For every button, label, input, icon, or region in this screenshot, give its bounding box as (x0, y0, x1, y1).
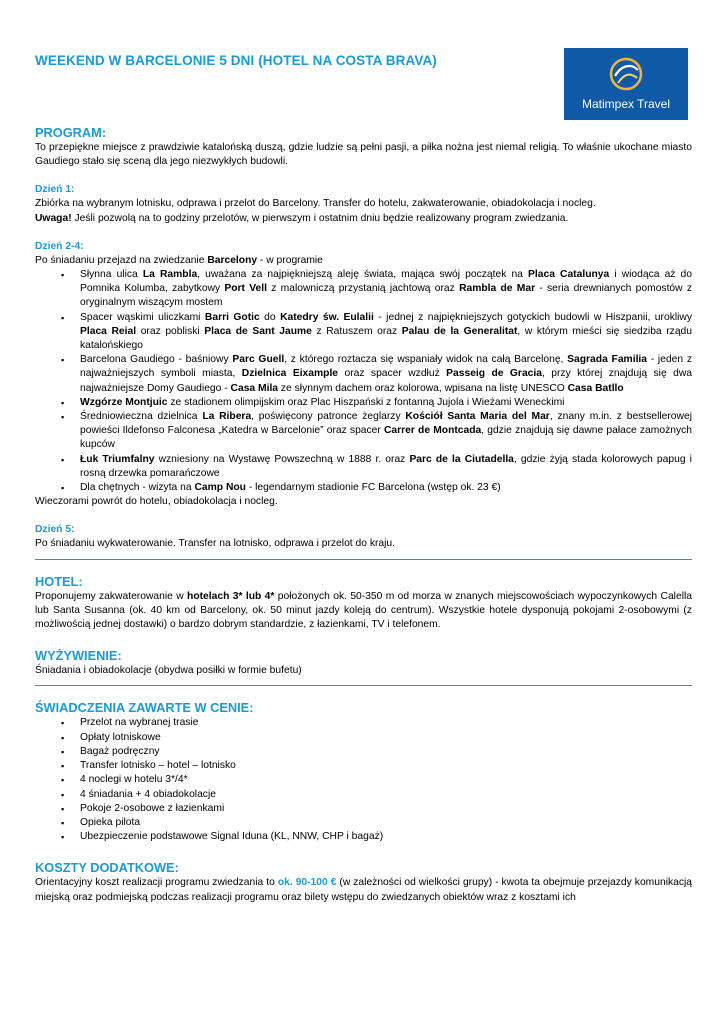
attraction-highlight: Dzielnica Eixample (241, 368, 339, 380)
attraction-text: ze słynnym dachem oraz kolorowa, wpisana na listę UNESCO (278, 382, 568, 394)
attraction-text: oraz spacer wzdłuż (338, 368, 447, 380)
hotel-standard: hotelach 3* lub 4* (187, 590, 275, 602)
extra-costs-text-a: Orientacyjny koszt realizacji programu zwiedzania to (35, 877, 278, 889)
document-title: WEEKEND W BARCELONIE 5 DNI (HOTEL NA COSTA BRAVA) (35, 53, 437, 68)
attraction-highlight: Casa Mila (230, 382, 279, 394)
day1-text: Zbiórka na wybranym lotnisku, odprawa i przelot do Barcelony. Transfer do hotelu, zakwaterowanie, obiadokolacja i nocleg. (35, 198, 596, 210)
attraction-highlight: Katedry św. Eulalii (280, 311, 374, 323)
included-heading: ŚWIADCZENIA ZAWARTE W CENIE: (35, 700, 254, 716)
day24-label: Dzień 2-4: (35, 240, 84, 252)
document-content (35, 125, 692, 905)
attraction-text: Spacer wąskimi uliczkami (80, 311, 205, 323)
logo-emblem-icon (608, 56, 644, 92)
attraction-highlight: Wzgórze Montjuic (80, 396, 168, 408)
program-intro: To przepiękne miejsce z prawdziwie katalońską duszą, gdzie ludzie są pełni pasji, a piłka nożna jest niemal religią. To właśnie ukochane miasto Gaudiego stało się sceną dla jego niezwykłych budowli. (35, 142, 692, 168)
meals-heading: WYŻYWIENIE: (35, 648, 122, 664)
included-item: ▪ Opieka pilota (80, 816, 692, 830)
included-item: ▪ Pokoje 2-osobowe z łazienkami (80, 802, 692, 816)
company-logo (564, 48, 688, 120)
attraction-text: , znany m.in. z bestsellerowej powieści Ildefonso Falconesa „Katedra w Barcelonie” oraz spacer (80, 411, 692, 437)
day24-intro (35, 254, 692, 268)
hotel-text-c: położonych ok. 50-350 m od morza w znanych miejscowościach wypoczynkowych Calella lub Santa Susanna (ok. 40 km od Barcelony, ok. 50 minut jazdy koleją do centrum). Wszystkie hotele dysponują pokojami 2-osobowymi (z możliwością jednej dostawki) o bardzo dobrym standardzie, z łazienkami, TV i telefonem. (35, 590, 692, 631)
attraction-highlight: Parc de la Ciutadella (409, 453, 514, 465)
day24-attractions-list (35, 268, 692, 495)
attraction-item (80, 311, 692, 354)
attraction-text: - seria drewnianych pomostów z oryginalnym wiszącym mostem (80, 283, 692, 309)
attraction-highlight: Parc Guell (232, 354, 285, 366)
day24-intro-text: Po śniadaniu przejazd na zwiedzanie (35, 254, 208, 266)
day24-intro-city: Barcelony (207, 254, 258, 266)
attraction-text: - legendarnym stadionie FC Barcelona (wstęp ok. 23 €) (245, 482, 501, 494)
section-divider (35, 559, 692, 560)
included-item: ▪ Bagaż podręczny (80, 745, 692, 759)
included-item: ▪ Ubezpieczenie podstawowe Signal Iduna (KL, NNW, CHP i bagaż) (80, 830, 692, 844)
extra-costs-text-c: (w zależności od wielkości grupy) - kwota ta obejmuje przejazdy komunikacją miejską oraz podmiejską podczas realizacji programu oraz bilety wstępu do zwiedzanych obiektów wraz z kosztami ich (35, 877, 693, 903)
day1-label: Dzień 1: (35, 184, 75, 196)
hotel-text-a: Proponujemy zakwaterowanie w (35, 590, 188, 602)
attraction-highlight: La Ribera (202, 411, 252, 423)
attraction-highlight: Placa Catalunya (528, 269, 610, 281)
attraction-text: ze stadionem olimpijskim oraz Plac Hiszpański z fontanną Jujola i Wieżami Weneckimi (167, 396, 565, 408)
attraction-text: , w którym mieści się siedziba rządu katalońskiego (80, 325, 693, 352)
extra-costs-price: ok. 90-100 € (277, 877, 337, 889)
attraction-text: , uważana za najpiękniejszą aleję świata, mająca swój początek na (197, 269, 529, 281)
attraction-text: , przy której znajdują się dwa najważniejsze Domy Gaudiego - (80, 368, 692, 394)
attraction-highlight: Camp Nou (194, 482, 246, 494)
day5-label: Dzień 5: (35, 524, 75, 536)
attraction-highlight: Placa de Sant Jaume (204, 325, 312, 337)
day1-note-warning: Uwaga! (35, 212, 72, 224)
program-heading: PROGRAM: (35, 125, 107, 140)
attraction-highlight: Palau de la Generalitat (401, 325, 518, 337)
included-services-list (35, 716, 692, 844)
attraction-highlight: Carrer de Montcada (383, 425, 482, 437)
attraction-text: Słynna ulica (80, 269, 143, 281)
attraction-text: oraz pobliski (136, 325, 205, 337)
attraction-highlight: La Rambla (142, 269, 198, 281)
attraction-text: Średniowieczna dzielnica (80, 411, 203, 423)
day24-outro: Wieczorami powrót do hotelu, obiadokolacja i nocleg. (35, 496, 278, 508)
attraction-highlight: Placa Reial (80, 325, 137, 337)
attraction-highlight: Port Vell (224, 283, 267, 295)
included-item: ▪ Opłaty lotniskowe (80, 731, 692, 745)
attraction-highlight: Sagrada Familia (567, 354, 648, 366)
attraction-text: , gdzie znajdują się dawne pałace zamożnych kupców (80, 425, 692, 451)
day1-note-text: Jeśli pozwolą na to godziny przelotów, w pierwszym i ostatnim dniu będzie realizowany program zwiedzania. (71, 212, 569, 224)
attraction-highlight: Rambla de Mar (459, 283, 536, 295)
day1-note (35, 212, 692, 226)
attraction-item (80, 396, 692, 410)
attraction-item (80, 410, 692, 453)
logo-text: Matimpex Travel (581, 97, 671, 111)
day5-text: Po śniadaniu wykwaterowanie. Transfer na lotnisko, odprawa i przelot do kraju. (35, 538, 396, 550)
attraction-item (80, 268, 692, 311)
attraction-text: wzniesiony na Wystawę Powszechną w 1888 r. oraz (154, 453, 410, 465)
extra-costs-heading: KOSZTY DODATKOWE: (35, 860, 179, 876)
attraction-text: - jeden z najważniejszych symboli miasta, (80, 354, 693, 380)
hotel-text (35, 590, 692, 633)
hotel-heading: HOTEL: (35, 573, 83, 589)
attraction-highlight: Kościół Santa Maria del Mar (405, 411, 550, 423)
included-item: ▪ Przelot na wybranej trasie (80, 716, 692, 730)
attraction-text: i wiodąca aż do Pomnika Kolumba, zabytkowy (80, 269, 693, 295)
attraction-item (80, 453, 692, 481)
attraction-item (80, 481, 692, 495)
attraction-text: Barcelona Gaudiego - baśniowy (80, 354, 233, 366)
attraction-text: z malowniczą przystanią jachtową oraz (267, 283, 460, 295)
attraction-highlight: Casa Batllo (567, 382, 624, 394)
attraction-text: do (259, 311, 281, 323)
attraction-text: Dla chętnych - wizyta na (80, 482, 195, 494)
attraction-text: , z którego roztacza się wspaniały widok na całą Barcelonę, (284, 354, 568, 366)
section-divider (35, 685, 692, 686)
included-item: ▪ 4 śniadania + 4 obiadokolacje (80, 788, 692, 802)
attraction-text: - jednej z najpiękniejszych gotyckich budowli w Hiszpanii, urokliwy (373, 311, 693, 323)
attraction-highlight: Barri Gotic (204, 311, 260, 323)
attraction-text: z Ratuszem oraz (311, 325, 402, 337)
attraction-text: , gdzie żyją stada kolorowych papug i rosną drzewka pomarańczowe (80, 453, 692, 479)
extra-costs-text (35, 876, 692, 904)
attraction-highlight: Passeig de Gracia (446, 368, 542, 380)
day24-intro-suffix: - w programie (257, 254, 323, 266)
attraction-item (80, 353, 692, 396)
included-item: ▪ Transfer lotnisko – hotel – lotnisko (80, 759, 692, 773)
included-item: ▪ 4 noclegi w hotelu 3*/4* (80, 773, 692, 787)
attraction-text: , poświęcony patronce żeglarzy (251, 411, 406, 423)
meals-text: Śniadania i obiadokolacje (obydwa posiłki w formie bufetu) (35, 665, 302, 677)
attraction-highlight: Łuk Triumfalny (80, 453, 155, 465)
